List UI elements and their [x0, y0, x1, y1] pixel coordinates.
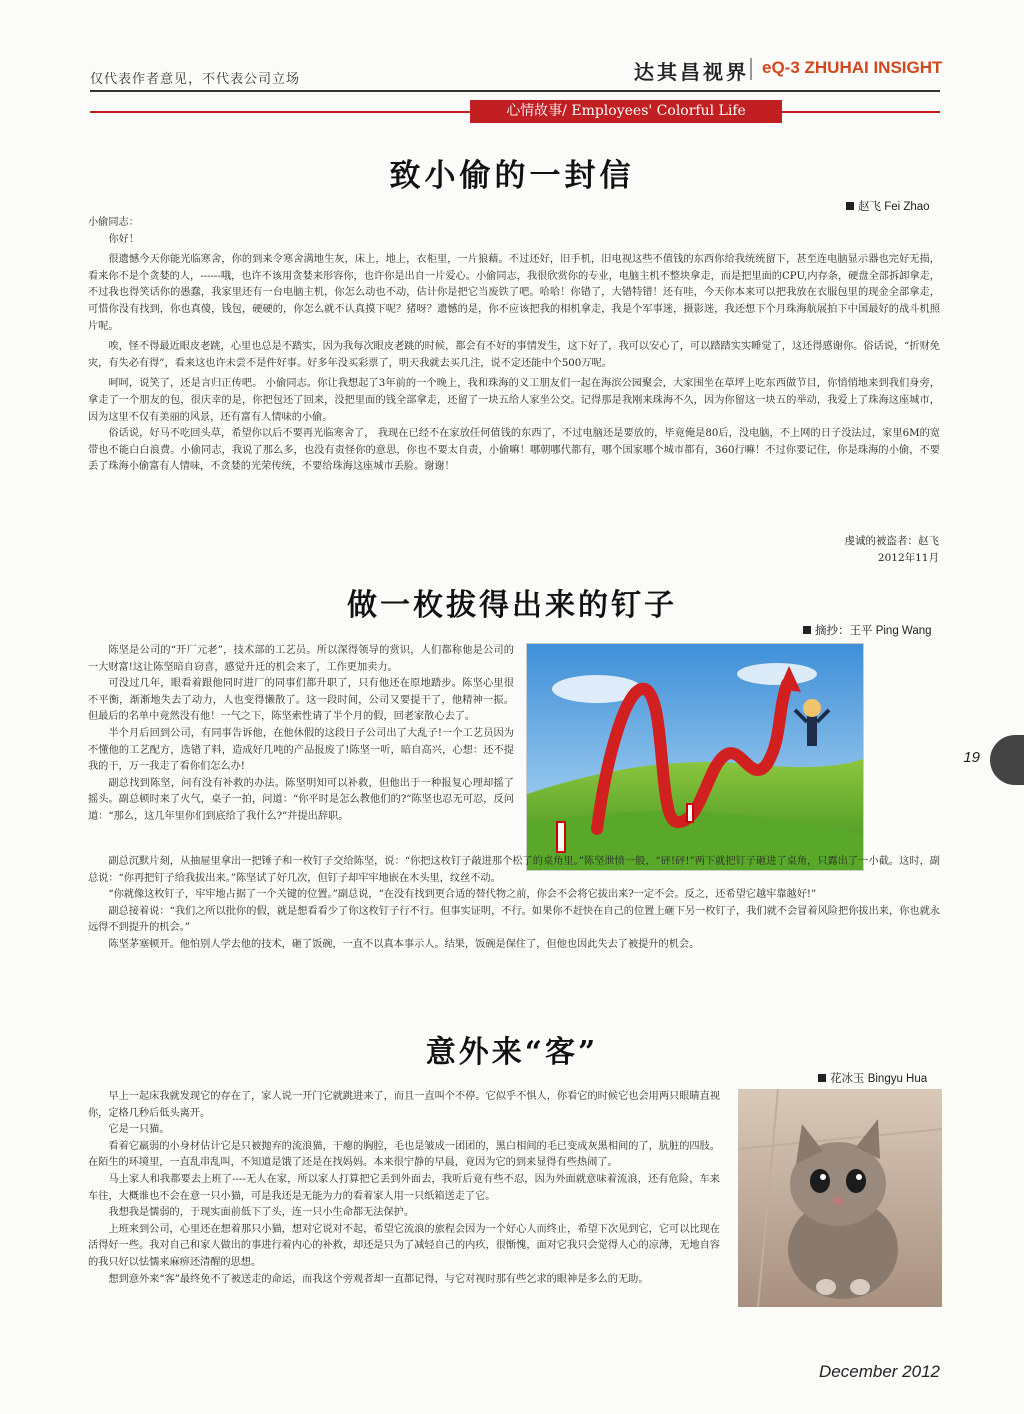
article1-paragraph: 俗话说，好马不吃回头草，希望你以后不要再光临寒舍了， 我现在已经不在家放任何值钱的东西了，不过电脑还是要放的，毕竟俺是80后，没电脑，不上网的日子没法过，家里6M的宽带也不能白白浪费。小偷同志，我说了那么多，也没有责怪你的意思，你也不要太自责，小偷嘛！哪朝哪代都有，哪个国家哪个城市都有，360行嘛！不过你要记住，你是珠海的小偷，不要丢了珠海小偷富有人情味，不贪婪的光荣传统，不要给珠海这座城市丢脸。谢谢！ — [88, 428, 940, 473]
article2-body-wide — [88, 854, 940, 954]
article2-paragraph: 可没过几年，眼看着跟他同时进厂的同事们都升职了，只有他还在原地踏步。陈坚心里很不平衡，渐渐地失去了动力，人也变得懒散了。这一段时间，公司又要提干了，他精神一振。但最后的名单中竟然没有他！一气之下，陈坚索性请了半个月的假，回老家散心去了。 — [88, 678, 514, 723]
article1-signature — [845, 533, 940, 567]
article3-paragraph: 马上家人和我都要去上班了----无人在家，所以家人打算把它丢到外面去，我听后竟有些不忍，因为外面就意味着流浪，还有危险，车来车往，大概谁也不会在意一只小猫，可是我还是无能为力的看着家人用一只纸箱送走了它。 — [88, 1173, 720, 1202]
signature-date: 2012年11月 — [877, 552, 939, 564]
article2-paragraph: 副总接着说：“我们之所以批你的假，就是想看看少了你这枚钉子行不行。但事实证明，不行。如果你不赶快在自己的位置上砸下另一枚钉子，我们就不会冒着风险把你拔出来，你也就永远得不到提升的机会。” — [88, 905, 940, 934]
article1-paragraph: 很遗憾今天你能光临寒舍，你的到来令寒舍满地生灰，床上，地上，衣柜里，一片狼藉。不过还好，旧手机，旧电视这些不值钱的东西你给我统统留下，甚至连电脑显示器也完好无损，看来你不是个贪婪的人，------哦，也许不该用贪婪来形容你，也许你是出自一片爱心。小偷同志，我很欣赏你的专业，电脑主机不整块拿走，而是把里面的CPU,内存条，硬盘全部拆卸拿走，不过我也得笑话你的愚蠢，我家里还有一台电脑主机，你怎么动也不动，估计你是把它当废铁了吧。哈哈！你错了，大错特错！还有哇，今天你本来可以把我放在衣服包里的现金全部拿走，可惜你没有找到，你也真傻，钱包，硬硬的，你怎么就不认真摸下呢？猪呀？遗憾的是，你不应该把我的相机拿走，我是个军事迷，摄影迷，我还想下个月珠海航展拍下中国最好的战斗机照片呢。 — [88, 254, 940, 332]
article2-author: 摘抄：王平 Ping Wang — [815, 625, 932, 637]
issue-date: December 2012 — [819, 1362, 940, 1381]
brand-chinese: 达其昌视界 — [634, 60, 749, 84]
article2-paragraph: 陈坚茅塞顿开。他怕别人学去他的技术，砸了饭碗，一直不以真本事示人。结果，饭碗是保住了，但他也因此失去了被提升的机会。 — [108, 938, 700, 950]
article3-paragraph: 看着它羸弱的小身材估计它是只被抛弃的流浪猫，干瘪的胸腔，毛也是皱成一团团的，黑白相间的毛已变成灰黑相间的了，肮脏的四肢。在陌生的环境里，一直乱串乱叫，不知道是饿了还是在找妈妈。本来很宁静的早晨，竟因为它的到来显得有些热闹了。 — [88, 1140, 720, 1169]
byline-square-icon — [803, 626, 811, 634]
article1-paragraph: 呵呵，说笑了，还是言归正传吧。 小偷同志。你让我想起了3年前的一个晚上，我和珠海的义工朋友们一起在海滨公园聚会，大家围坐在草坪上吃东西做节目，你悄悄地来到我们身旁，拿走了一个朋友的包，很庆幸的是，你把包还了回来，没把里面的钱全部拿走，还留了一块五给人家坐公交。记得那是我刚来珠海不久，因为你留这一块五的举动，我爱上了珠海这座城市，因为这里不仅有美丽的风景，还有富有人情味的小偷。 — [88, 378, 940, 423]
article1-title: 致小偷的一封信 — [389, 158, 635, 194]
header-rule — [90, 90, 940, 92]
section-bar — [90, 103, 940, 120]
byline-square-icon — [846, 202, 854, 210]
page-number: 19 — [963, 749, 980, 766]
article2-byline — [803, 622, 932, 638]
kitten-graphic — [738, 1089, 942, 1307]
article3-paragraph: 想到意外来“客”最终免不了被送走的命运，而我这个旁观者却一直都记得，与它对视时那有些乞求的眼神是多么的无助。 — [108, 1273, 649, 1285]
article2-paragraph: 陈坚是公司的“开厂元老”，技术部的工艺员。所以深得领导的赏识，人们都称他是公司的一大财富!这让陈坚暗自窃喜，感觉升迁的机会来了，工作更加卖力。 — [88, 645, 514, 673]
article2-title: 做一枚拔得出来的钉子 — [347, 588, 677, 623]
article3-title: 意外来“客” — [425, 1035, 599, 1070]
growth-arrow-graphic — [527, 644, 863, 870]
section-label: 心情故事/ Employees' Colorful Life — [470, 100, 782, 123]
page-tab-marker — [990, 735, 1024, 785]
article3-body — [88, 1089, 720, 1288]
article1-byline — [846, 198, 930, 214]
brand-english: eQ-3 ZHUHAI INSIGHT — [762, 58, 943, 77]
article2-paragraph: 半个月后回到公司，有同事告诉他，在他休假的这段日子公司出了大乱子!一个工艺员因为不懂他的工艺配方，选错了料，造成好几吨的产品报废了!陈坚一听，暗自高兴，心想：还不提我的干，万一我走了看你们怎么办! — [88, 727, 514, 773]
disclaimer: 仅代表作者意见，不代表公司立场 — [90, 72, 301, 87]
byline-square-icon — [818, 1074, 826, 1082]
article3-author: 花冰玉 Bingyu Hua — [830, 1073, 928, 1085]
article1-greeting: 你好！ — [108, 233, 139, 245]
article1-body — [88, 215, 940, 476]
header-divider — [750, 58, 752, 80]
article2-paragraph: 副总找到陈坚，问有没有补救的办法。陈坚明知可以补救，但他出于一种报复心理却摇了摇头。副总顿时来了火气，桌子一拍，问道：“你平时是怎么教他们的?”陈坚也忍无可忍，反问道：“那么，这几年里你们到底给了我什么?”并提出辞职。 — [88, 777, 514, 822]
article2-paragraph: 副总沉默片刻，从抽屉里拿出一把锤子和一枚钉子交给陈坚，说：“你把这枚钉子敲进那个松了的桌角里。”陈坚泄愤一般，“砰!砰!”两下就把钉子砸进了桌角，只露出了一小截。这时，副总说：“你再把钉子给我拔出来。”陈坚试了好几次，但钉子却牢牢地嵌在木头里，纹丝不动。 — [88, 856, 940, 884]
kitten-photo — [738, 1089, 942, 1307]
article3-paragraph: 我想我是懦弱的，于现实面前低下了头，连一只小生命都无法保护。 — [108, 1207, 415, 1219]
article3-byline — [818, 1070, 927, 1086]
signature-name: 虔诚的被盗者：赵飞 — [844, 535, 939, 547]
article1-author: 赵飞 Fei Zhao — [858, 201, 930, 213]
growth-arrow-illustration — [526, 643, 864, 871]
article2-paragraph: “你就像这枚钉子，牢牢地占据了一个关键的位置。”副总说，“在没有找到更合适的替代物之前，你会不会将它拔出来?一定不会。反之，还希望它越牢靠越好!” — [108, 889, 817, 901]
article1-salutation: 小偷同志： — [88, 217, 139, 228]
article3-paragraph: 早上一起床我就发现它的存在了，家人说一开门它就跳进来了，而且一直叫个不停。它似乎不惧人，你看它的时候它也会用两只眼睛直视你，定格几秒后低头离开。 — [88, 1091, 720, 1119]
article3-paragraph: 上班来到公司，心里还在想着那只小猫，想对它说对不起，希望它流浪的旅程会因为一个好心人而终止，希望下次见到它，它可以比现在活得好一些。我对自己和家人做出的事进行着内心的补救，却还是只为了减轻自己的内疚，很惭愧，面对它我只会觉得人心的凉薄，无地自容的我只好以怯懦来麻痹还清醒的思想。 — [88, 1223, 720, 1268]
article3-paragraph: 它是一只猫。 — [108, 1124, 170, 1136]
article2-body-column — [88, 643, 514, 826]
article1-paragraph: 唉，怪不得最近眼皮老跳，心里也总是不踏实，因为我每次眼皮老跳的时候，都会有不好的事情发生，这下好了，我可以安心了，可以踏踏实实睡觉了，这还得感谢你。俗话说，“折财免灾，有失必有得”，看来这也许未尝不是件好事。好多年没买彩票了，明天我就去买几注，说不定还能中个500万呢。 — [88, 341, 940, 369]
